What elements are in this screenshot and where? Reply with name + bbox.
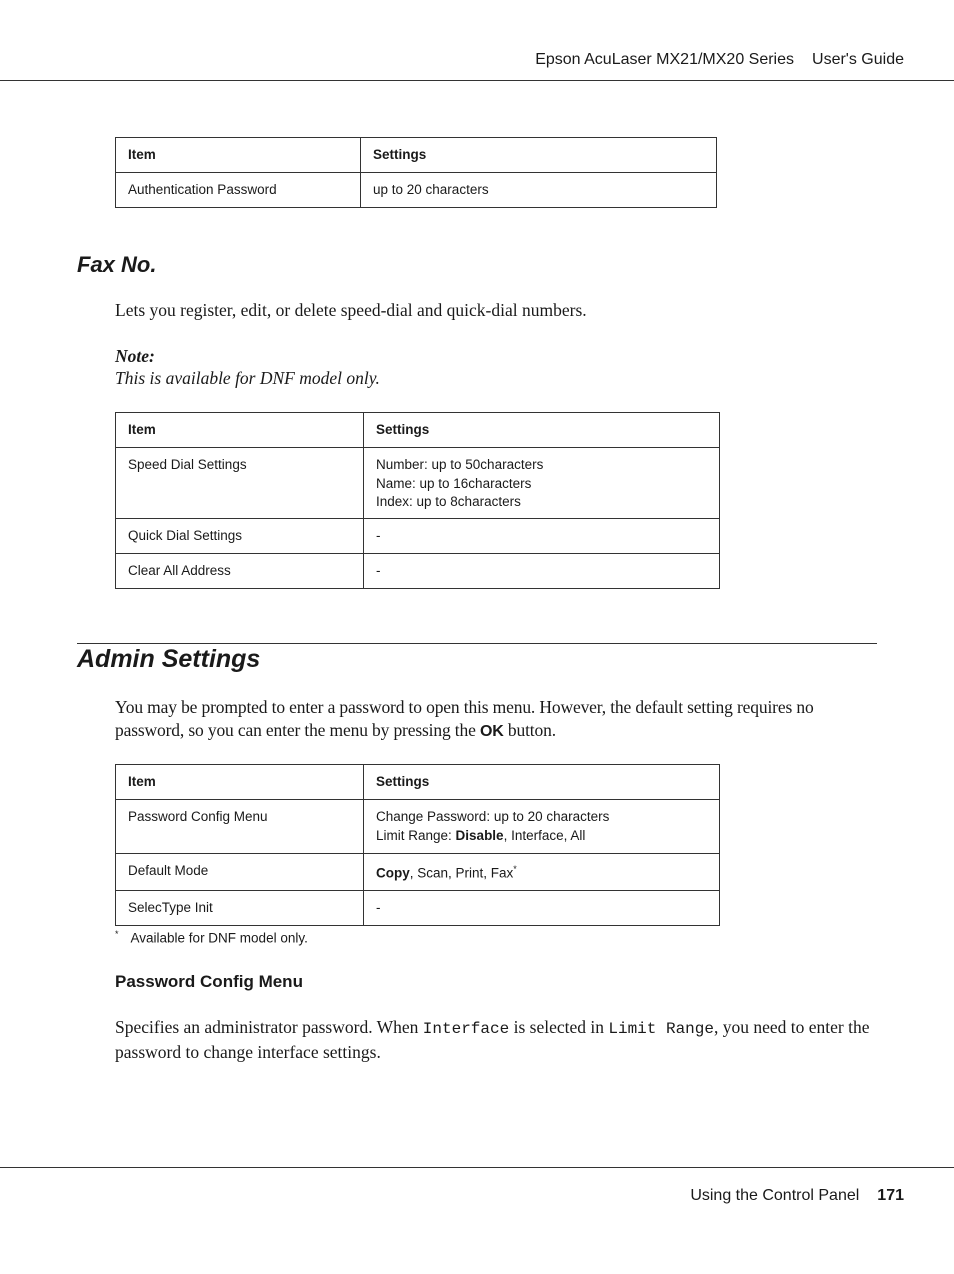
table-row <box>116 519 720 554</box>
body-text: , you need to enter the password to change interface settings. <box>115 1017 870 1062</box>
item-cell: Speed Dial Settings <box>116 448 364 519</box>
fax-intro: Lets you register, edit, or delete speed-dial and quick-dial numbers. <box>115 300 587 320</box>
body-text: Specifies an administrator password. When <box>115 1017 423 1037</box>
footer-section: Using the Control Panel <box>690 1187 860 1204</box>
table-row <box>116 554 720 589</box>
setting-line: Index: up to 8characters <box>376 494 521 509</box>
setting-cell: - <box>364 519 720 554</box>
section-rule <box>77 643 877 644</box>
running-header <box>517 51 904 69</box>
fax-no-table <box>115 412 720 589</box>
other-values: , Scan, Print, Fax <box>409 865 514 881</box>
col-item-header: Item <box>116 138 361 173</box>
setting-cell: - <box>364 891 720 926</box>
setting-line: Change Password: up to 20 characters <box>376 809 610 824</box>
admin-settings-heading: Admin Settings <box>77 645 261 673</box>
note-text: This is available for DNF model only. <box>115 368 380 388</box>
setting-cell <box>364 854 720 891</box>
col-settings-header: Settings <box>364 765 720 800</box>
header-guide: User's Guide <box>812 51 904 68</box>
table-row <box>116 854 720 891</box>
admin-settings-table <box>115 764 720 926</box>
item-cell: Clear All Address <box>116 554 364 589</box>
limit-range-label: Limit Range: <box>376 827 456 843</box>
admin-intro <box>115 696 881 743</box>
setting-cell: up to 20 characters <box>361 173 717 208</box>
auth-password-table <box>115 137 717 208</box>
table-row <box>116 173 717 208</box>
setting-line: Number: up to 50characters <box>376 457 544 472</box>
col-settings-header: Settings <box>361 138 717 173</box>
header-product: Epson AcuLaser MX21/MX20 Series <box>535 51 795 68</box>
footnote-mark: * <box>115 929 119 939</box>
admin-intro-end: button. <box>503 720 556 740</box>
footer-rule <box>0 1167 954 1168</box>
footnote-text: Available for DNF model only. <box>130 930 308 946</box>
table-row <box>116 448 720 519</box>
password-config-text <box>115 1016 875 1064</box>
default-value: Disable <box>455 827 504 843</box>
item-cell: Default Mode <box>116 854 364 891</box>
setting-line <box>376 827 707 846</box>
header-rule <box>0 80 954 81</box>
table-footnote <box>115 929 308 946</box>
col-settings-header: Settings <box>364 413 720 448</box>
other-values: , Interface, All <box>503 827 586 843</box>
setting-line: Name: up to 16characters <box>376 475 532 491</box>
item-cell: Authentication Password <box>116 173 361 208</box>
table-row <box>116 891 720 926</box>
code-interface: Interface <box>422 1020 510 1038</box>
page-number: 171 <box>877 1187 904 1204</box>
item-cell: SelecType Init <box>116 891 364 926</box>
default-value: Copy <box>376 865 410 881</box>
footnote-mark: * <box>513 864 517 874</box>
password-config-heading: Password Config Menu <box>115 972 303 991</box>
body-text: is selected in <box>509 1017 609 1037</box>
code-limit-range: Limit Range <box>608 1020 714 1038</box>
note-label: Note: <box>115 346 155 366</box>
col-item-header: Item <box>116 413 364 448</box>
ok-button-label: OK <box>479 723 504 740</box>
item-cell: Password Config Menu <box>116 800 364 854</box>
running-footer <box>690 1187 904 1205</box>
setting-cell <box>364 800 720 854</box>
col-item-header: Item <box>116 765 364 800</box>
setting-cell <box>364 448 720 519</box>
table-row <box>116 800 720 854</box>
item-cell: Quick Dial Settings <box>116 519 364 554</box>
setting-cell: - <box>364 554 720 589</box>
admin-intro-text: You may be prompted to enter a password to open this menu. However, the default setting requires no password, so you can enter the menu by pressing the <box>115 697 814 740</box>
fax-no-heading: Fax No. <box>77 252 157 277</box>
